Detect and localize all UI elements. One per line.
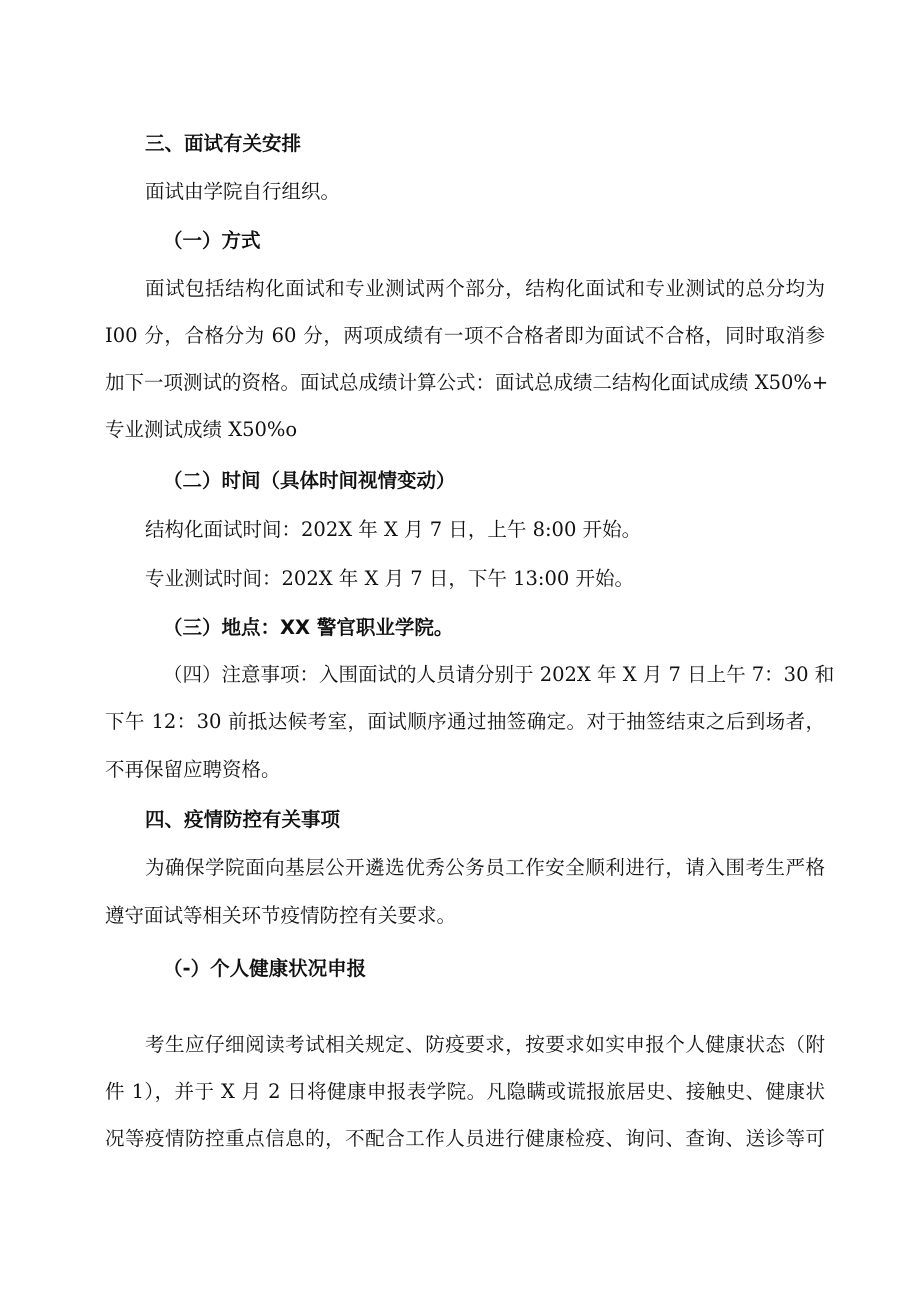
method-para-line-2: I00 分，合格分为 60 分，两项成绩有一项不合格者即为面试不合格，同时取消参 xyxy=(105,324,825,347)
method-para-line-3: 加下一项测试的资格。面试总成绩计算公式：面试总成绩二结构化面试成绩 X50%+ xyxy=(105,371,829,394)
method-para-line-4: 专业测试成绩 X50%o xyxy=(105,418,298,441)
section-4-intro-line-1: 为确保学院面向基层公开遴选优秀公务员工作安全顺利进行，请入围考生严格 xyxy=(145,856,825,879)
method-para-line-1: 面试包括结构化面试和专业测试两个部分，结构化面试和专业测试的总分均为 xyxy=(145,277,825,300)
section-3-heading: 三、面试有关安排 xyxy=(145,132,302,155)
health-declaration-heading: （-）个人健康状况申报 xyxy=(163,957,367,980)
section-4-heading: 四、疫情防控有关事项 xyxy=(145,808,341,831)
health-para-line-2: 件 1），并于 X 月 2 日将健康申报表学院。凡隐瞒或谎报旅居史、接触史、健康状 xyxy=(105,1080,825,1103)
health-para-line-1: 考生应仔细阅读考试相关规定、防疫要求，按要求如实申报个人健康状态（附 xyxy=(145,1033,825,1056)
section-4-intro-line-2: 遵守面试等相关环节疫情防控有关要求。 xyxy=(105,904,457,927)
time-heading: （二）时间（具体时间视情变动） xyxy=(163,469,456,492)
notes-para-line-2: 下午 12：30 前抵达候考室，面试顺序通过抽签确定。对于抽签结束之后到场者， xyxy=(105,710,825,733)
place-heading: （三）地点：XX 警官职业学院。 xyxy=(163,616,454,639)
method-heading: （一）方式 xyxy=(163,229,261,252)
health-para-line-3: 况等疫情防控重点信息的，不配合工作人员进行健康检疫、询问、查询、送诊等可 xyxy=(105,1127,825,1150)
section-3-intro: 面试由学院自行组织。 xyxy=(145,180,341,203)
professional-test-time: 专业测试时间：202X 年 X 月 7 日，下午 13:00 开始。 xyxy=(145,567,634,590)
notes-para-line-3: 不再保留应聘资格。 xyxy=(105,758,281,781)
notes-para-line-1: （四）注意事项：入围面试的人员请分别于 202X 年 X 月 7 日上午 7：30 和 xyxy=(163,663,835,686)
structured-interview-time: 结构化面试时间：202X 年 X 月 7 日，上午 8:00 开始。 xyxy=(145,518,642,541)
